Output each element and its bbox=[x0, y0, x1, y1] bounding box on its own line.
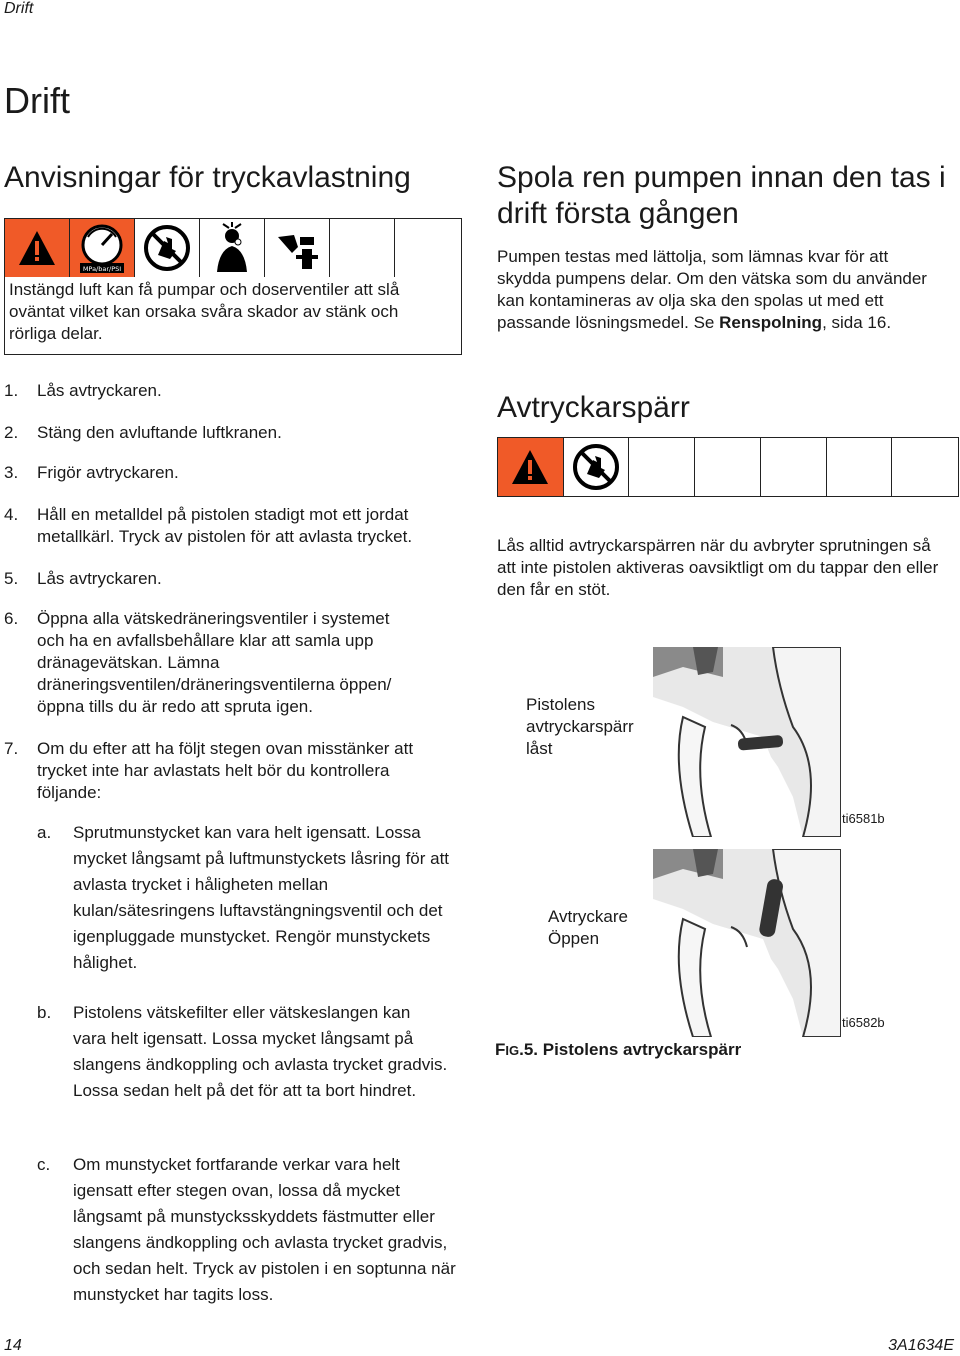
no-hand-icon bbox=[564, 438, 630, 496]
figure-id-locked: ti6581b bbox=[842, 811, 885, 826]
flush-heading: Spola ren pumpen innan den tas i drift första gången bbox=[497, 161, 946, 230]
gun-open-illustration bbox=[653, 849, 841, 1037]
empty-icon-cell bbox=[629, 438, 695, 496]
empty-icon-cell bbox=[761, 438, 827, 496]
warning-icon-row bbox=[5, 219, 461, 277]
no-hand-icon bbox=[135, 219, 200, 277]
running-header: Drift bbox=[4, 0, 34, 17]
pressure-unit-label: MPa/bar/PSI bbox=[82, 265, 122, 273]
flush-reference-link[interactable]: Renspolning bbox=[719, 313, 823, 332]
page-number: 14 bbox=[4, 1337, 22, 1354]
document-id: 3A1634E bbox=[888, 1337, 954, 1354]
pressure-warning-text: Instängd luft kan få pumpar och doserventiler att slå oväntat vilket kan orsaka svåra skador av stänk och rörliga delar. bbox=[9, 280, 400, 343]
flush-paragraph: Pumpen testas med lättolja, som lämnas kvar för att skydda pumpens delar. Om den vätska som du använder kan kontamineras av olja ska den spolas ut med ett passande lösningsmedel. Se Renspolning, sida 16. bbox=[497, 247, 927, 332]
moving-parts-icon bbox=[265, 219, 330, 277]
trigger-lock-heading: Avtryckarspärr bbox=[497, 391, 690, 424]
warning-icon bbox=[5, 219, 70, 277]
empty-icon-cell bbox=[827, 438, 893, 496]
gun-locked-illustration bbox=[653, 647, 841, 837]
figure-caption: FIG.5. Pistolens avtryckarspärr bbox=[495, 1040, 742, 1059]
trigger-lock-paragraph: Lås alltid avtryckarspärren när du avbryter sprutningen så att inte pistolen aktiveras oavsiktligt om du tappar den eller den får en stöt. bbox=[497, 536, 939, 599]
locked-trigger-label: Pistolens avtryckarspärr låst bbox=[526, 695, 634, 758]
pressure-relief-heading: Anvisningar för tryckavlastning bbox=[4, 161, 411, 194]
page-title: Drift bbox=[4, 80, 70, 121]
figure-id-open: ti6582b bbox=[842, 1015, 885, 1030]
trigger-lock-warning-box bbox=[497, 437, 959, 497]
pressure-gauge-icon bbox=[70, 219, 135, 277]
warning-icon bbox=[498, 438, 564, 496]
pressure-warning-box bbox=[4, 218, 462, 355]
open-trigger-label: Avtryckare Öppen bbox=[548, 907, 628, 948]
empty-icon-cell bbox=[695, 438, 761, 496]
empty-icon-cell bbox=[330, 219, 395, 277]
empty-icon-cell bbox=[892, 438, 958, 496]
splash-injury-icon bbox=[200, 219, 265, 277]
